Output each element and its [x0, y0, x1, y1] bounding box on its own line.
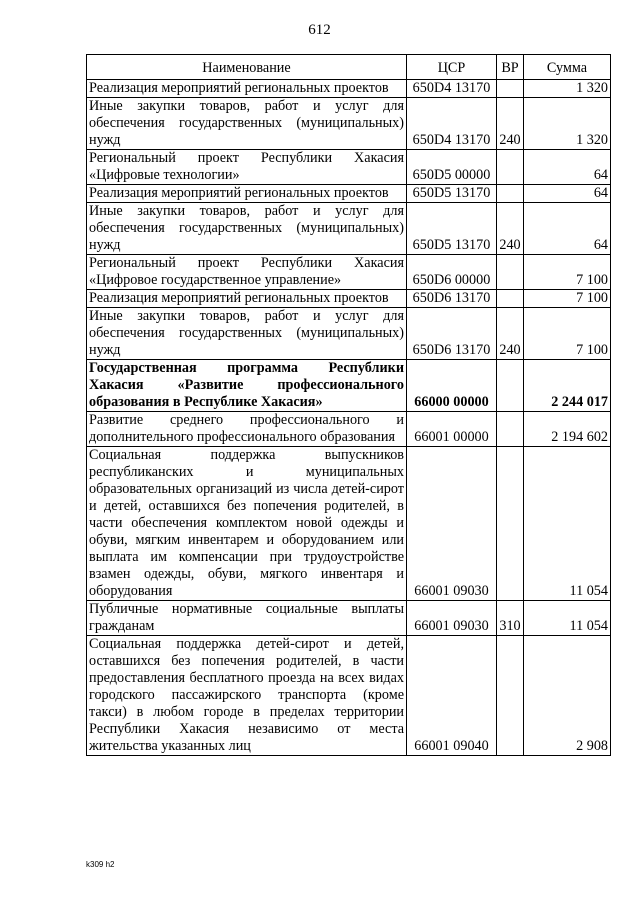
table-row — [87, 447, 611, 601]
table-row — [87, 601, 611, 636]
row-vr — [497, 255, 524, 290]
row-name: Государственная программа Республики Хакасия «Развитие профессионального образования в Республике Хакасия» — [87, 360, 407, 412]
row-vr — [497, 185, 524, 203]
row-name: Региональный проект Республики Хакасия «Цифровое государственное управление» — [87, 255, 407, 290]
header-csr: ЦСР — [407, 55, 497, 80]
row-vr: 240 — [497, 98, 524, 150]
row-csr: 66000 00000 — [407, 360, 497, 412]
row-name: Социальная поддержка выпускников республиканских и муниципальных образовательных организаций из числа детей-сирот и детей, оставшихся без попечения родителей, в части обеспечения комплектом новой одежды и обуви, мягким инвентарем и оборудованием или выплата им компенсации при трудоустройстве взамен одежды, обуви, мягкого инвентаря и оборудования — [87, 447, 407, 601]
row-sum: 11 054 — [524, 447, 611, 601]
row-csr: 66001 00000 — [407, 412, 497, 447]
row-vr: 240 — [497, 203, 524, 255]
header-sum: Сумма — [524, 55, 611, 80]
table-row — [87, 308, 611, 360]
row-name: Иные закупки товаров, работ и услуг для обеспечения государственных (муниципальных) нужд — [87, 308, 407, 360]
row-sum: 2 908 — [524, 636, 611, 756]
row-csr: 650D5 13170 — [407, 203, 497, 255]
table-row — [87, 412, 611, 447]
row-csr: 650D6 00000 — [407, 255, 497, 290]
table-row — [87, 255, 611, 290]
row-vr: 240 — [497, 308, 524, 360]
table-row — [87, 203, 611, 255]
row-vr: 310 — [497, 601, 524, 636]
row-csr: 66001 09040 — [407, 636, 497, 756]
row-name: Социальная поддержка детей-сирот и детей, оставшихся без попечения родителей, в части предоставления бесплатного проезда на всех видах городского пассажирского транспорта (кроме такси) в любом городе в пределах территории Республики Хакасия независимо от места жительства указанных лиц — [87, 636, 407, 756]
row-csr: 650D5 00000 — [407, 150, 497, 185]
table-row — [87, 150, 611, 185]
row-name: Региональный проект Республики Хакасия «Цифровые технологии» — [87, 150, 407, 185]
row-vr — [497, 150, 524, 185]
row-sum: 1 320 — [524, 98, 611, 150]
page-number: 612 — [308, 22, 331, 38]
row-csr: 66001 09030 — [407, 447, 497, 601]
row-csr: 650D4 13170 — [407, 80, 497, 98]
row-sum: 64 — [524, 185, 611, 203]
budget-table — [86, 54, 611, 756]
row-vr — [497, 360, 524, 412]
row-sum: 11 054 — [524, 601, 611, 636]
row-name: Реализация мероприятий региональных проектов — [87, 185, 407, 203]
header-vr: ВР — [497, 55, 524, 80]
row-vr — [497, 412, 524, 447]
table-row — [87, 636, 611, 756]
row-vr — [497, 447, 524, 601]
header-name: Наименование — [87, 55, 407, 80]
row-sum: 7 100 — [524, 255, 611, 290]
table-row — [87, 80, 611, 98]
row-sum: 2 244 017 — [524, 360, 611, 412]
row-csr: 650D6 13170 — [407, 308, 497, 360]
row-sum: 1 320 — [524, 80, 611, 98]
row-csr: 650D6 13170 — [407, 290, 497, 308]
row-name: Развитие среднего профессионального и дополнительного профессионального образования — [87, 412, 407, 447]
row-name: Реализация мероприятий региональных проектов — [87, 290, 407, 308]
row-sum: 7 100 — [524, 290, 611, 308]
table-row-program — [87, 360, 611, 412]
footer-code: k309 h2 — [86, 860, 115, 869]
row-name: Иные закупки товаров, работ и услуг для обеспечения государственных (муниципальных) нужд — [87, 98, 407, 150]
table-row — [87, 98, 611, 150]
row-name: Публичные нормативные социальные выплаты гражданам — [87, 601, 407, 636]
row-sum: 64 — [524, 203, 611, 255]
row-csr: 650D5 13170 — [407, 185, 497, 203]
row-sum: 2 194 602 — [524, 412, 611, 447]
row-vr — [497, 636, 524, 756]
row-sum: 64 — [524, 150, 611, 185]
row-csr: 650D4 13170 — [407, 98, 497, 150]
table-header-row — [87, 55, 611, 80]
row-name: Иные закупки товаров, работ и услуг для обеспечения государственных (муниципальных) нужд — [87, 203, 407, 255]
table-row — [87, 290, 611, 308]
row-csr: 66001 09030 — [407, 601, 497, 636]
row-vr — [497, 80, 524, 98]
row-sum: 7 100 — [524, 308, 611, 360]
row-vr — [497, 290, 524, 308]
row-name: Реализация мероприятий региональных проектов — [87, 80, 407, 98]
table-row — [87, 185, 611, 203]
